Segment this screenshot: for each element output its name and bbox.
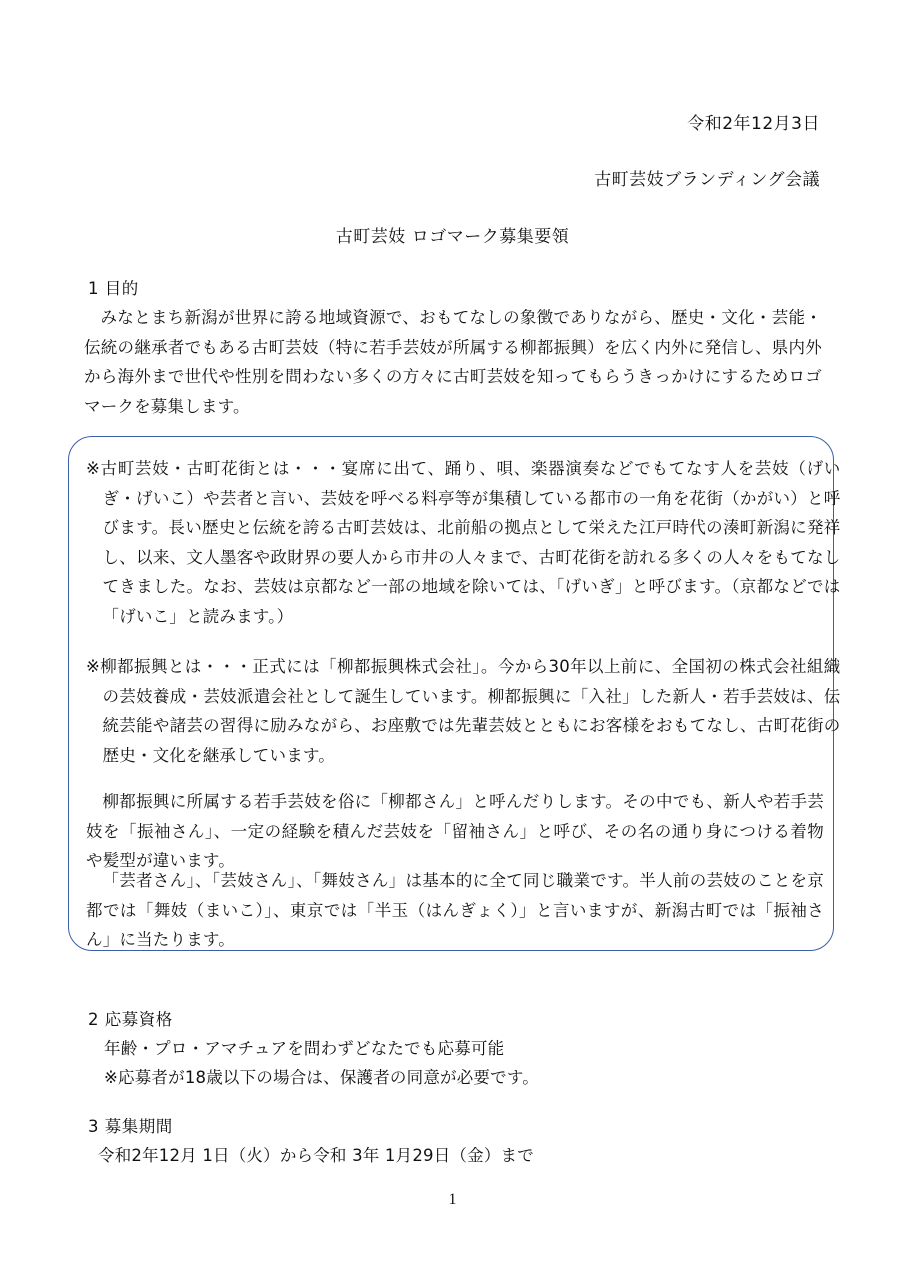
note-ryuto-san-paragraph: 柳都振興に所属する若手芸妓を俗に「柳都さん」と呼んだりします。その中でも、新人や若手芸妓を「振袖さん」、一定の経験を積んだ芸妓を「留袖さん」と呼び、その名の通り身につける着物や髪型が違います。	[86, 792, 824, 870]
note-geisha-terms-paragraph: 「芸者さん」、「芸妓さん」、「舞妓さん」は基本的に全て同じ職業です。半人前の芸妓のことを京都では「舞妓（まいこ）」、東京では「半玉（はんぎょく）」と言いますが、新潟古町では「振袖さん」に当たります。	[86, 871, 824, 949]
eligibility-item: 年齢・プロ・アマチュアを問わずどなたでも応募可能	[104, 1039, 505, 1058]
application-period: 令和2年12月 1日（火）から令和 3年 1月29日（金）まで	[98, 1146, 534, 1165]
section-1-body: みなとまち新潟が世界に誇る地域資源で、おもてなしの象徴でありながら、歴史・文化・芸能・伝統の継承者でもある古町芸妓（特に若手芸妓が所属する柳都振興）を広く内外に発信し、県内外から海外まで世代や性別を問わない多くの方々に古町芸妓を知ってもらうきっかけにするためロゴマークを募集します。	[84, 308, 822, 416]
document-date: 令和2年12月3日	[687, 114, 820, 134]
document-title: 古町芸妓 ロゴマーク募集要領	[335, 227, 570, 247]
section-2-heading: 2 応募資格	[88, 1010, 173, 1029]
page-number: 1	[448, 1191, 457, 1208]
section-1-heading: 1 目的	[88, 279, 139, 298]
issuing-organization: 古町芸妓ブランディング会議	[594, 170, 820, 190]
section-3-heading: 3 募集期間	[88, 1117, 173, 1136]
note-furumachi-geigi: ※古町芸妓・古町花街とは・・・宴席に出て、踊り、唄、楽器演奏などでもてなす人を芸妓（げいぎ・げいこ）や芸者と言い、芸妓を呼べる料亭等が集積している都市の一角を花街（かがい）と呼びます。長い歴史と伝統を誇る古町芸妓は、北前船の拠点として栄えた江戸時代の湊町新潟に発祥し、以来、文人墨客や政財界の要人から市井の人々まで、古町花街を訪れる多くの人々をもてなしてきました。なお、芸妓は京都など一部の地域を除いては、「げいぎ」と呼びます。（京都などでは「げいこ」と読みます。）	[86, 459, 841, 626]
eligibility-item: ※応募者が18歳以下の場合は、保護者の同意が必要です。	[104, 1068, 539, 1087]
note-ryuto-shinko: ※柳都振興とは・・・正式には「柳都振興株式会社」。今から30年以上前に、全国初の株式会社組織の芸妓養成・芸妓派遣会社として誕生しています。柳都振興に「入社」した新人・若手芸妓は、伝統芸能や諸芸の習得に励みながら、お座敷では先輩芸妓とともにお客様をおもてなし、古町花街の歴史・文化を継承しています。	[86, 657, 841, 765]
